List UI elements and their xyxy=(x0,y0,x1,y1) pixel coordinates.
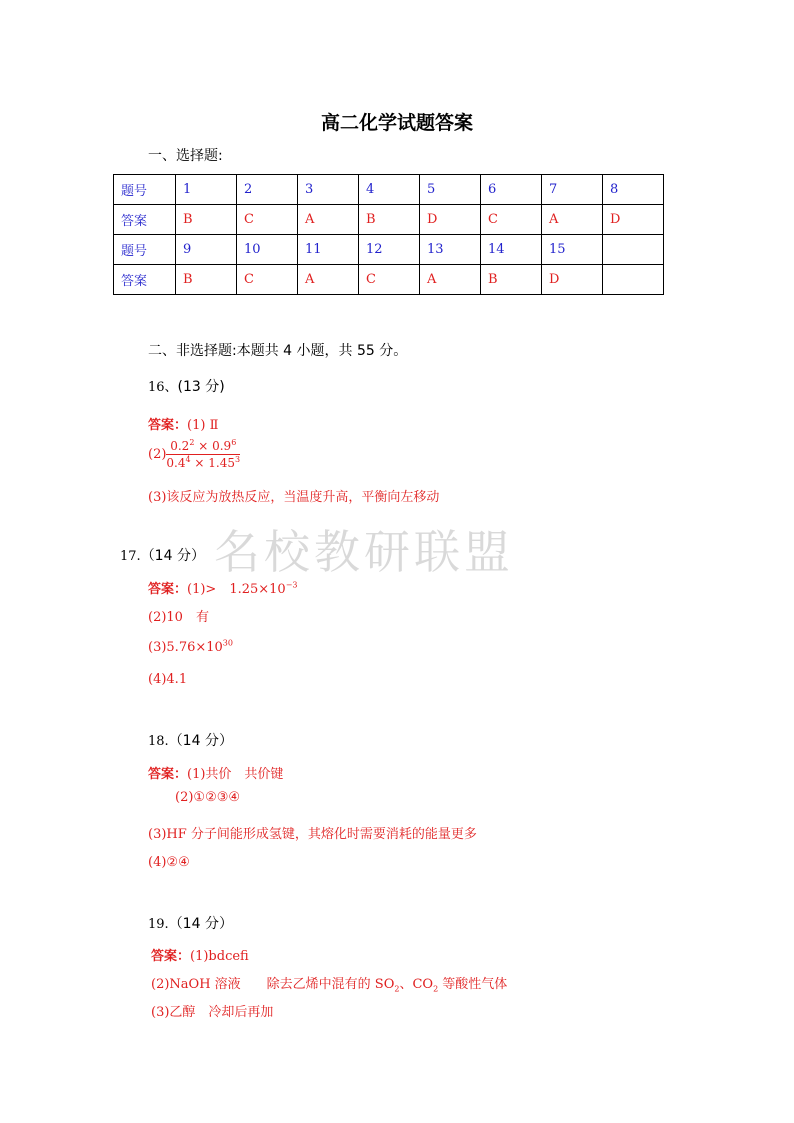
q17-answer-2: (2)10 有 xyxy=(148,610,209,625)
table-cell: A xyxy=(298,265,359,295)
table-cell: B xyxy=(176,205,237,235)
section-nonchoice-prefix: 二、非选择题: xyxy=(148,343,237,359)
row-header: 答案 xyxy=(114,265,176,295)
question-17-score: （14 分） xyxy=(140,548,205,564)
table-cell: 1 xyxy=(176,175,237,205)
q19-answer-2: (2)NaOH 溶液 除去乙烯中混有的 $SO_2$、$CO_2$ 等酸性气体 xyxy=(151,977,508,994)
table-cell: C xyxy=(481,205,542,235)
q18-answer-4: (4)②④ xyxy=(148,855,190,870)
q16-answer-1 xyxy=(148,414,218,433)
table-cell: B xyxy=(176,265,237,295)
equilibrium-constant-fraction xyxy=(166,439,240,470)
row-header: 题号 xyxy=(114,235,176,265)
q17-answer-3-text: (3)5.76×10 xyxy=(148,640,223,655)
table-cell: D xyxy=(542,265,603,295)
q17-answer-1-text: (1)> 1.25×10 xyxy=(187,582,286,597)
table-cell: C xyxy=(237,265,298,295)
table-cell: 7 xyxy=(542,175,603,205)
table-row xyxy=(114,265,664,295)
q19-answer-1 xyxy=(151,945,249,964)
page-title: 高二化学试题答案 xyxy=(320,112,473,134)
answer-table xyxy=(113,174,664,295)
table-row xyxy=(114,205,664,235)
section-nonchoice-rest: 本题共 4 小题，共 55 分。 xyxy=(236,343,408,359)
table-cell: 10 xyxy=(237,235,298,265)
table-cell xyxy=(603,265,664,295)
table-cell: A xyxy=(542,205,603,235)
q18-answer-1 xyxy=(148,763,283,782)
answer-label: 答案： xyxy=(151,949,191,964)
question-18-number: 18. xyxy=(148,734,169,749)
question-17-number: 17. xyxy=(120,549,141,564)
table-cell xyxy=(603,235,664,265)
table-cell: 12 xyxy=(359,235,420,265)
table-cell: 2 xyxy=(237,175,298,205)
table-cell: 6 xyxy=(481,175,542,205)
q17-answer-4: (4)4.1 xyxy=(148,672,188,687)
table-cell: 9 xyxy=(176,235,237,265)
table-row xyxy=(114,235,664,265)
answer-label: 答案： xyxy=(148,418,188,433)
table-cell: D xyxy=(603,205,664,235)
q16-answer-1-text: (1) Ⅱ xyxy=(187,418,219,433)
q16-answer-2 xyxy=(148,439,240,470)
fraction-numerator: $0.2^2 \times 0.9^6$ xyxy=(166,439,240,455)
q17-answer-3-exponent: 30 xyxy=(222,638,233,648)
q16-answer-2-prefix: (2) xyxy=(148,447,167,462)
q18-answer-2: (2)①②③④ xyxy=(175,790,241,805)
section-choice-heading: 一、选择题: xyxy=(148,148,223,164)
q18-answer-1-text: (1)共价 共价键 xyxy=(187,767,284,782)
table-cell: 14 xyxy=(481,235,542,265)
fraction-denominator: $0.4^4 \times 1.45^3$ xyxy=(166,455,241,470)
q19-answer-1-text: (1)bdcefi xyxy=(190,949,249,964)
question-16-heading xyxy=(148,376,225,396)
table-cell: 11 xyxy=(298,235,359,265)
table-cell: D xyxy=(420,205,481,235)
table-row xyxy=(114,175,664,205)
table-cell: A xyxy=(298,205,359,235)
q19-answer-3: (3)乙醇 冷却后再加 xyxy=(151,1005,274,1020)
question-16-score: (13 分) xyxy=(177,379,225,395)
question-16-number: 16、 xyxy=(148,380,178,395)
row-header: 题号 xyxy=(114,175,176,205)
question-19-score: （14 分） xyxy=(168,916,233,932)
table-cell: 4 xyxy=(359,175,420,205)
question-18-heading xyxy=(148,730,233,750)
table-cell: 13 xyxy=(420,235,481,265)
table-cell: 15 xyxy=(542,235,603,265)
q17-answer-1 xyxy=(148,578,298,597)
q17-answer-3 xyxy=(148,640,233,655)
question-19-heading xyxy=(148,913,233,933)
section-nonchoice-heading xyxy=(148,340,407,360)
table-cell: 3 xyxy=(298,175,359,205)
table-cell: C xyxy=(359,265,420,295)
answer-label: 答案： xyxy=(148,582,188,597)
question-19-number: 19. xyxy=(148,917,169,932)
table-cell: 5 xyxy=(420,175,481,205)
row-header: 答案 xyxy=(114,205,176,235)
q17-answer-1-exponent: −3 xyxy=(285,580,298,590)
question-17-heading xyxy=(120,545,205,565)
table-cell: A xyxy=(420,265,481,295)
answer-label: 答案： xyxy=(148,767,188,782)
q16-answer-3: (3)该反应为放热反应，当温度升高，平衡向左移动 xyxy=(148,490,440,505)
watermark: 名校教研联盟 xyxy=(214,525,514,579)
question-18-score: （14 分） xyxy=(168,733,233,749)
table-cell: C xyxy=(237,205,298,235)
q18-answer-3: (3)HF 分子间能形成氢键，其熔化时需要消耗的能量更多 xyxy=(148,827,477,842)
table-cell: 8 xyxy=(603,175,664,205)
table-cell: B xyxy=(481,265,542,295)
table-cell: B xyxy=(359,205,420,235)
